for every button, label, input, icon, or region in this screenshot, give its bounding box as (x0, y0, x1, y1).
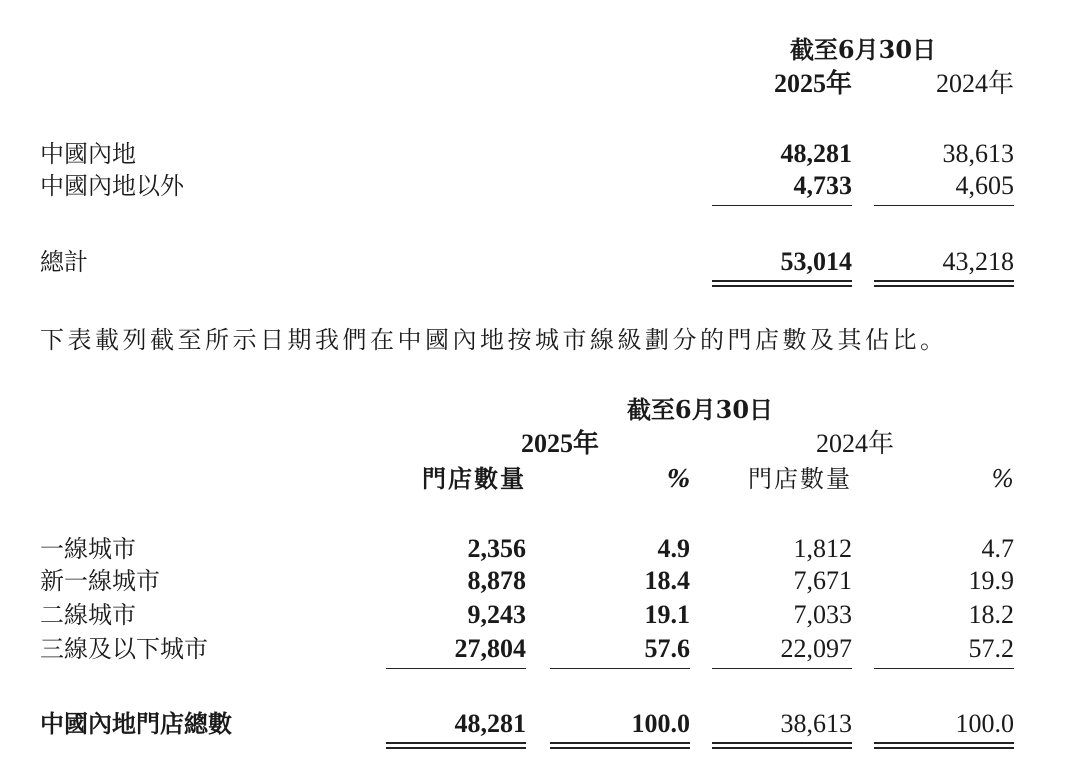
table1-period-header: 截至6月30日 (789, 35, 937, 64)
table1-total-v2025: 53,014 (780, 247, 852, 276)
table1-row-label: 中國內地以外 (40, 172, 184, 200)
table1-row-v2025: 4,733 (793, 171, 852, 200)
table1-total-v2024: 43,218 (942, 247, 1014, 276)
table2-row-p2024: 57.2 (968, 634, 1014, 663)
table2-total-double-rule-p2024 (874, 742, 1014, 749)
table1-row-v2025: 48,281 (780, 139, 852, 168)
table2-subtotal-rule-s2024 (712, 668, 852, 669)
table1-total-double-rule-2024 (874, 280, 1014, 287)
table2-row-s2025: 9,243 (467, 600, 526, 629)
table2-row-p2024: 18.2 (968, 600, 1014, 629)
table2-row-label: 三線及以下城市 (40, 635, 208, 663)
table2-total-double-rule-p2025 (550, 742, 690, 749)
table2-row-p2025: 57.6 (644, 634, 690, 663)
table2-row-p2024: 19.9 (968, 566, 1014, 595)
table2-row-s2024: 7,033 (793, 600, 852, 629)
table1-row-label: 中國內地 (40, 140, 136, 168)
table2-row-s2024: 7,671 (793, 566, 852, 595)
table1-row-v2024: 38,613 (942, 139, 1014, 168)
table2-row-s2025: 8,878 (467, 566, 526, 595)
table1-subtotal-rule-2025 (712, 205, 852, 206)
table2-row-label: 一線城市 (40, 535, 136, 563)
table2-total-p2025: 100.0 (631, 709, 690, 738)
table2-row-p2025: 4.9 (657, 534, 690, 563)
table2-sub-pct-2024: % (991, 465, 1014, 493)
table2-sub-stores-2025: 門店數量 (422, 464, 526, 493)
table2-row-label: 二線城市 (40, 601, 136, 629)
table2-total-double-rule-s2024 (712, 742, 852, 749)
table2-row-p2024: 4.7 (981, 534, 1014, 563)
table1-subtotal-rule-2024 (874, 205, 1014, 206)
table2-row-label: 新一線城市 (40, 567, 160, 595)
table2-subtotal-rule-p2024 (874, 668, 1014, 669)
table2-row-p2025: 19.1 (644, 600, 690, 629)
table2-col-2024: 2024年 (815, 429, 894, 458)
table2-row-p2025: 18.4 (644, 566, 690, 595)
table2-row-s2024: 1,812 (793, 534, 852, 563)
table2-row-s2025: 27,804 (454, 634, 526, 663)
table2-row-s2024: 22,097 (780, 634, 852, 663)
table2-total-s2024: 38,613 (780, 709, 852, 738)
table2-total-double-rule-s2025 (386, 742, 526, 749)
table2-sub-pct-2025: % (667, 464, 690, 493)
table2-total-p2024: 100.0 (955, 709, 1014, 738)
table2-total-label: 中國內地門店總數 (40, 710, 232, 738)
table2-row-s2025: 2,356 (467, 534, 526, 563)
table1-row-v2024: 4,605 (955, 171, 1014, 200)
table1-col-2025: 2025年 (773, 69, 852, 98)
table1-col-2024: 2024年 (935, 69, 1014, 98)
table2-sub-stores-2024: 門店數量 (748, 465, 852, 493)
table1-total-label: 總計 (40, 248, 88, 276)
table2-total-s2025: 48,281 (454, 709, 526, 738)
table2-period-header: 截至6月30日 (626, 395, 774, 424)
table2-subtotal-rule-p2025 (550, 668, 690, 669)
table2-subtotal-rule-s2025 (386, 668, 526, 669)
table2-col-2025: 2025年 (520, 429, 599, 458)
table1-total-double-rule-2025 (712, 280, 852, 287)
intro-sentence: 下表載列截至所示日期我們在中國內地按城市線級劃分的門店數及其佔比。 (40, 326, 948, 354)
